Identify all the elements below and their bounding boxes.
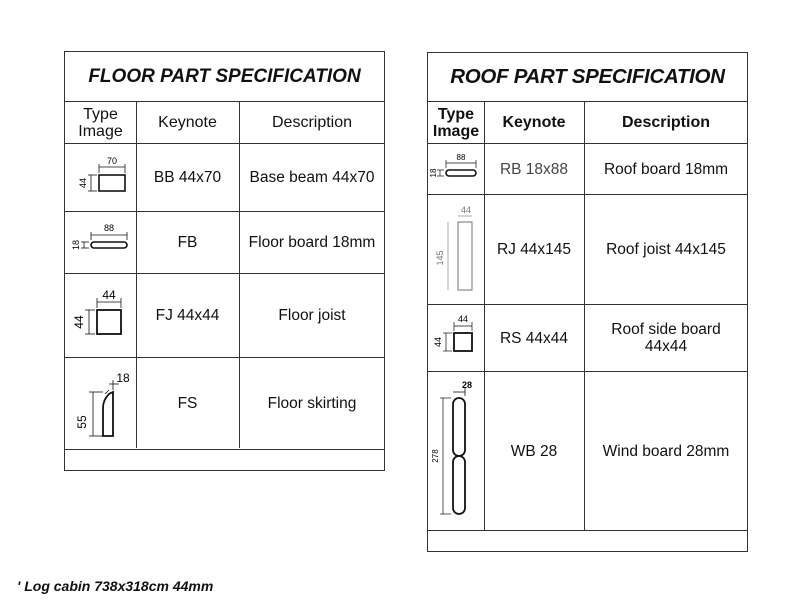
floor-row-keynote: FS [177,395,198,412]
dim-label: 88 [456,153,466,162]
floor-header-description: Description [271,114,353,131]
roof-row-description: Wind board 28mm [602,442,730,460]
dim-label: 70 [106,155,117,166]
roof-board-icon [430,149,482,189]
floor-row-image [65,358,136,449]
roof-side-board-icon [430,309,482,367]
roof-row-keynote: RB 18x88 [499,160,569,178]
floor-table-title: FLOOR PART SPECIFICATION [65,52,384,102]
column-divider [239,102,240,448]
column-divider [584,102,585,531]
roof-row-description: Roof joist 44x145 [606,241,726,258]
floor-board-icon [69,220,133,266]
roof-row-description: Roof side board 44x44 [611,321,721,355]
floor-row-image [65,144,136,211]
dim-label: 44 [433,336,443,348]
dim-label: 18 [115,370,130,385]
dim-label: 44 [77,177,88,188]
dim-label: 88 [103,222,114,233]
floor-row-description: Floor board 18mm [248,234,376,251]
roof-row-keynote: RS 44x44 [499,329,569,347]
dim-label: 44 [101,287,116,302]
dim-label: 44 [71,314,86,329]
roof-header-keynote: Keynote [502,114,566,131]
column-divider [136,102,137,448]
floor-header-type: Type Image [78,105,123,140]
dim-label: 278 [431,449,440,463]
roof-row-description: Roof board 18mm [603,160,729,178]
dim-label: 18 [70,239,81,250]
roof-header-description: Description [621,114,710,131]
dim-label: 55 [74,414,89,429]
floor-row-description: Floor skirting [267,395,357,412]
floor-header-keynote: Keynote [158,114,217,131]
dim-label: 44 [460,204,472,215]
floor-row-keynote: FB [177,234,198,251]
column-divider [484,102,485,531]
table-row [65,358,384,450]
roof-table-title: ROOF PART SPECIFICATION [428,53,747,102]
floor-row-description: Floor joist [278,307,346,324]
roof-header-row [428,102,747,144]
roof-spec-table [427,52,748,552]
roof-row-keynote: WB 28 [510,442,558,460]
roof-row-image [428,305,484,371]
floor-joist-icon [69,284,133,348]
floor-row-keynote: FJ 44x44 [155,307,220,324]
roof-row-image [428,195,484,304]
floor-header-row [65,102,384,144]
dim-label: 28 [461,380,473,390]
dim-label: 145 [435,249,445,266]
roof-header-type: Type Image [432,105,480,140]
dim-label: 18 [429,168,438,178]
floor-row-image [65,212,136,273]
roof-row-keynote: RJ 44x145 [496,241,572,258]
floor-row-keynote: BB 44x70 [153,169,222,186]
table-row [65,144,384,212]
floor-spec-table [64,51,385,471]
table-row [65,274,384,358]
table-row [428,372,747,531]
floor-row-image [65,274,136,357]
roof-row-image [428,144,484,194]
floor-row-description: Base beam 44x70 [249,169,375,186]
table-row [428,305,747,372]
table-row [65,212,384,274]
table-row [428,144,747,195]
table-row [428,195,747,305]
dim-label: 44 [457,314,469,324]
footer-caption: ' Log cabin 738x318cm 44mm [17,578,214,594]
floor-skirting-icon [69,364,133,444]
roof-joist-icon [430,200,482,300]
base-beam-icon [71,153,131,203]
wind-board-icon [429,376,483,526]
roof-row-image [428,372,484,530]
